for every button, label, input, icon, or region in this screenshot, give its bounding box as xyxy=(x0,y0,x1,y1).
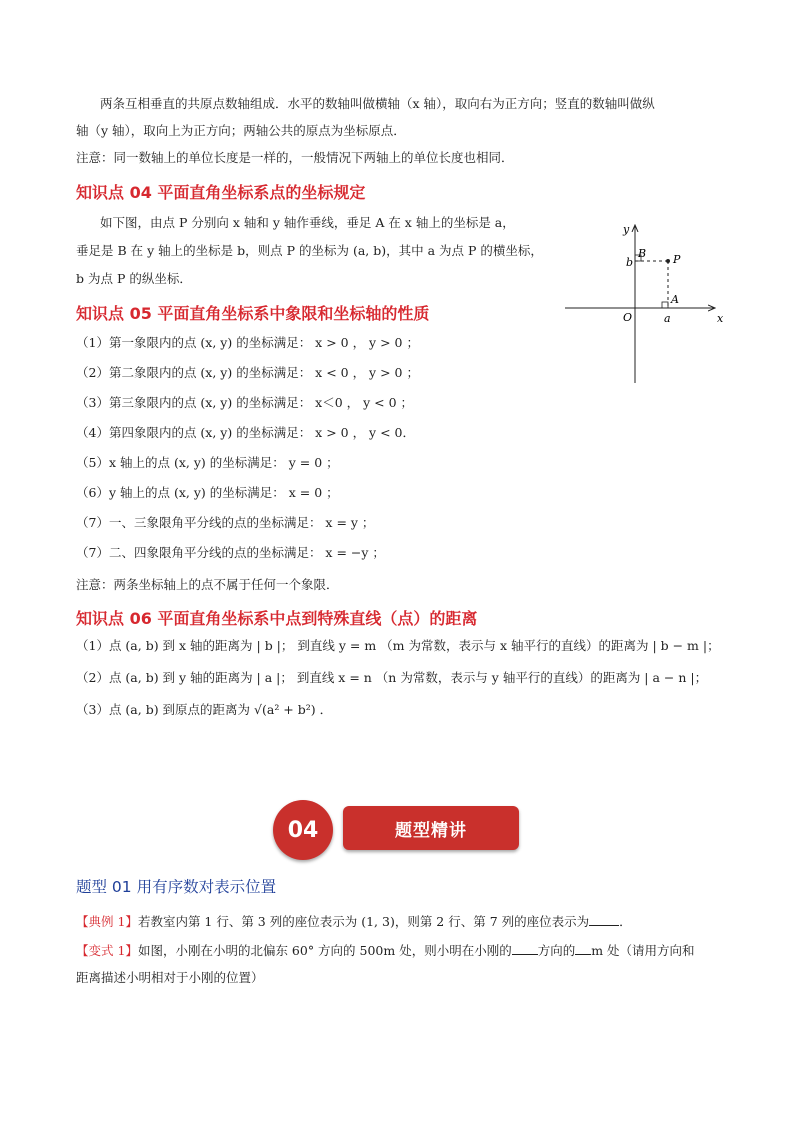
variant-text-c: m 处（请用方向和 xyxy=(591,943,695,958)
variant-text-b: 方向的 xyxy=(537,943,576,958)
banner-label: 题型精讲 xyxy=(395,820,467,841)
section-04-title: 知识点 04 平面直角坐标系点的坐标规定 xyxy=(76,183,366,202)
example-tag: 【典例 1】 xyxy=(76,914,138,929)
section-06-item-1: （1）点 (a, b) 到 x 轴的距离为 | b |； 到直线 y = m （m 为常数，表示与 x 轴平行的直线）的距离为 | b − m |； xyxy=(76,638,720,653)
section-05-title: 知识点 05 平面直角坐标系中象限和坐标轴的性质 xyxy=(76,304,430,323)
section-05-item-6: （6）y 轴上的点 (x, y) 的坐标满足： x = 0 ； xyxy=(76,485,339,500)
label-capital-b: B xyxy=(638,247,647,260)
intro-note: 注意：同一数轴上的单位长度是一样的，一般情况下两轴上的单位长度也相同． xyxy=(76,150,514,165)
point-p xyxy=(666,259,670,263)
intro-line-2: 轴（y 轴），取向上为正方向；两轴公共的原点为坐标原点． xyxy=(76,123,406,138)
section-05-item-2: （2）第二象限内的点 (x, y) 的坐标满足： x < 0 ， y > 0 ； xyxy=(76,365,419,380)
variant-distance-blank[interactable] xyxy=(575,942,591,955)
label-o: O xyxy=(623,311,633,324)
label-b: b xyxy=(626,256,634,269)
type-01-title: 题型 01 用有序数对表示位置 xyxy=(76,878,277,896)
section-06-item-2: （2）点 (a, b) 到 y 轴的距离为 | a |； 到直线 x = n （n 为常数，表示与 y 轴平行的直线）的距离为 | a − n |； xyxy=(76,670,708,685)
section-06-title: 知识点 06 平面直角坐标系中点到特殊直线（点）的距离 xyxy=(76,609,478,628)
example-end: ． xyxy=(619,914,632,929)
example-1 xyxy=(76,913,632,930)
banner-number-badge xyxy=(273,800,333,860)
section-05-item-8: （7）二、四象限角平分线的点的坐标满足： x = −y ； xyxy=(76,545,385,560)
banner-label-box xyxy=(343,806,519,850)
section-05-item-3: （3）第三象限内的点 (x, y) 的坐标满足： x＜0 ， y < 0 ； xyxy=(76,395,414,410)
example-answer-blank[interactable] xyxy=(589,913,619,926)
variant-1 xyxy=(76,942,695,959)
label-y: y xyxy=(623,223,630,236)
section-05-note: 注意：两条坐标轴上的点不属于任何一个象限． xyxy=(76,577,339,592)
variant-tag: 【变式 1】 xyxy=(76,943,138,958)
banner-number: 04 xyxy=(287,817,319,843)
example-text: 若教室内第 1 行、第 3 列的座位表示为 (1, 3)，则第 2 行、第 7 列的座位表示为 xyxy=(137,914,590,929)
coordinate-figure xyxy=(560,215,730,390)
label-p: P xyxy=(673,253,681,266)
label-x: x xyxy=(717,312,724,325)
section-05-item-5: （5）x 轴上的点 (x, y) 的坐标满足： y = 0 ； xyxy=(76,455,339,470)
section-05-item-1: （1）第一象限内的点 (x, y) 的坐标满足： x > 0 ， y > 0 ； xyxy=(76,335,419,350)
label-capital-a: A xyxy=(671,293,679,306)
variant-text-a: 如图，小刚在小明的北偏东 60° 方向的 500m 处，则小明在小刚的 xyxy=(137,943,512,958)
intro-line-1: 两条互相垂直的共原点数轴组成．水平的数轴叫做横轴（x 轴），取向右为正方向；竖直的数轴叫做纵 xyxy=(100,96,655,111)
variant-direction-blank[interactable] xyxy=(512,942,538,955)
section-05-item-7: （7）一、三象限角平分线的点的坐标满足： x = y ； xyxy=(76,515,375,530)
section-04-line-3: b 为点 P 的纵坐标． xyxy=(76,271,192,286)
label-a: a xyxy=(664,312,671,325)
variant-1-line-2: 距离描述小明相对于小刚的位置） xyxy=(76,970,264,985)
section-04-line-1: 如下图，由点 P 分别向 x 轴和 y 轴作垂线，垂足 A 在 x 轴上的坐标是 a， xyxy=(100,215,515,230)
right-angle-a xyxy=(662,302,668,308)
section-05-item-4: （4）第四象限内的点 (x, y) 的坐标满足： x > 0 ， y < 0． xyxy=(76,425,415,440)
section-06-item-3: （3）点 (a, b) 到原点的距离为 √(a² + b²) ． xyxy=(76,702,333,717)
section-04-line-2: 垂足是 B 在 y 轴上的坐标是 b，则点 P 的坐标为 (a, b)，其中 a 为点 P 的横坐标， xyxy=(76,243,543,258)
